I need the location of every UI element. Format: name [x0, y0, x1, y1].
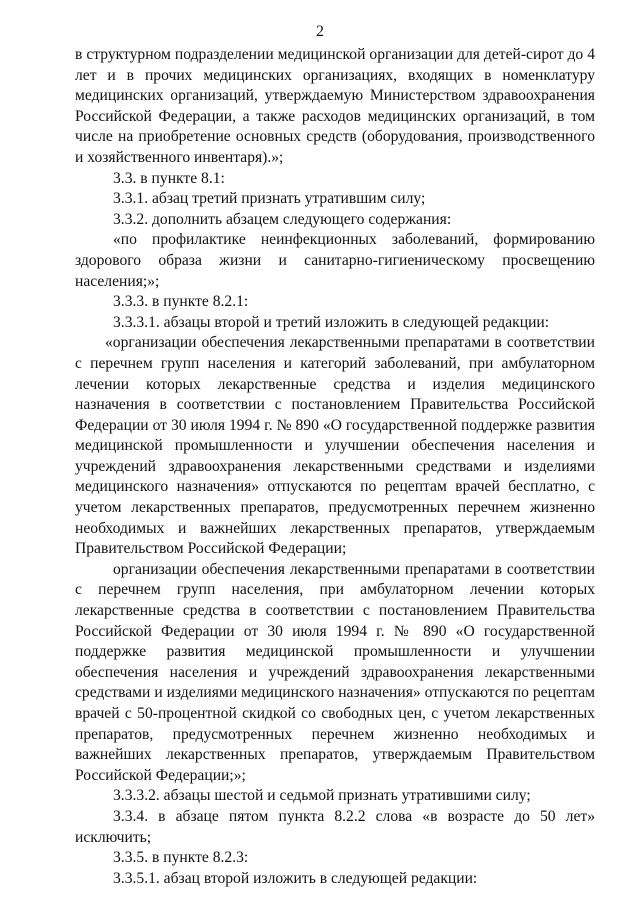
paragraph: 3.3.5. в пункте 8.2.3:	[113, 849, 249, 867]
paragraph: 3.3.5.1. абзац второй изложить в следующей редакции:	[113, 869, 478, 887]
paragraph: в структурном подразделении медицинской организации для детей-сирот до 4 лет и в прочих медицинских организациях, входящих в номенклатуру медицинских организаций, утверждаемую Министерством здравоохранения Российской Федерации, а также расходов медицинских организаций, в том числе на приобретение основных средств (оборудования, производственного и хозяйственного инвентаря).»;	[75, 46, 595, 166]
paragraph: «по профилактике неинфекционных заболеваний, формированию здорового образа жизни и санитарно-гигиеническому просвещению населения;»;	[75, 231, 595, 290]
page-number: 2	[316, 23, 324, 40]
paragraph: 3.3.3.1. абзацы второй и третий изложить в следующей редакции:	[113, 313, 550, 331]
paragraph: «организации обеспечения лекарственными препаратами в соответствии с перечнем групп населения и категорий заболеваний, при амбулаторном лечении которых лекарственные средства и изделия медицинского назначения в соответствии с постановлением Правительства Российской Федерации от 30 июля 1994 г. № 890 «О государственной поддержке развития медицинской промышленности и улучшении обеспечения населения и учреждений здравоохранения лекарственными средствами и изделиями медицинского назначения» отпускаются по рецептам врачей бесплатно, с учетом лекарственных препаратов, предусмотренных перечнем жизненно необходимых и важнейших лекарственных препаратов, утверждаемым Правительством Российской Федерации;	[75, 334, 595, 558]
paragraph: 3.3.3. в пункте 8.2.1:	[113, 293, 249, 311]
paragraph: 3.3. в пункте 8.1:	[113, 169, 225, 187]
paragraph: 3.3.3.2. абзацы шестой и седьмой признать утратившими силу;	[113, 787, 531, 805]
paragraph: 3.3.2. дополнить абзацем следующего содержания:	[113, 210, 452, 228]
paragraph: 3.3.4. в абзаце пятом пункта 8.2.2 слова «в возрасте до 50 лет» исключить;	[75, 807, 595, 846]
paragraph: организации обеспечения лекарственными препаратами в соответствии с перечнем групп населения, при амбулаторном лечении которых лекарственные средства в соответствии с постановлением Правительства Российской Федерации от 30 июля 1994 г. № 890 «О государственной поддержке развития медицинской промышленности и улучшении обеспечения населения и учреждений здравоохранения лекарственными средствами и изделиями медицинского назначения» отпускаются по рецептам врачей с 50-процентной скидкой со свободных цен, с учетом лекарственных препаратов, предусмотренных перечнем жизненно необходимых и важнейших лекарственных препаратов, утверждаемым Правительством Российской Федерации;»;	[75, 560, 595, 784]
paragraph: 3.3.1. абзац третий признать утратившим силу;	[113, 190, 426, 208]
document-body	[75, 45, 595, 889]
